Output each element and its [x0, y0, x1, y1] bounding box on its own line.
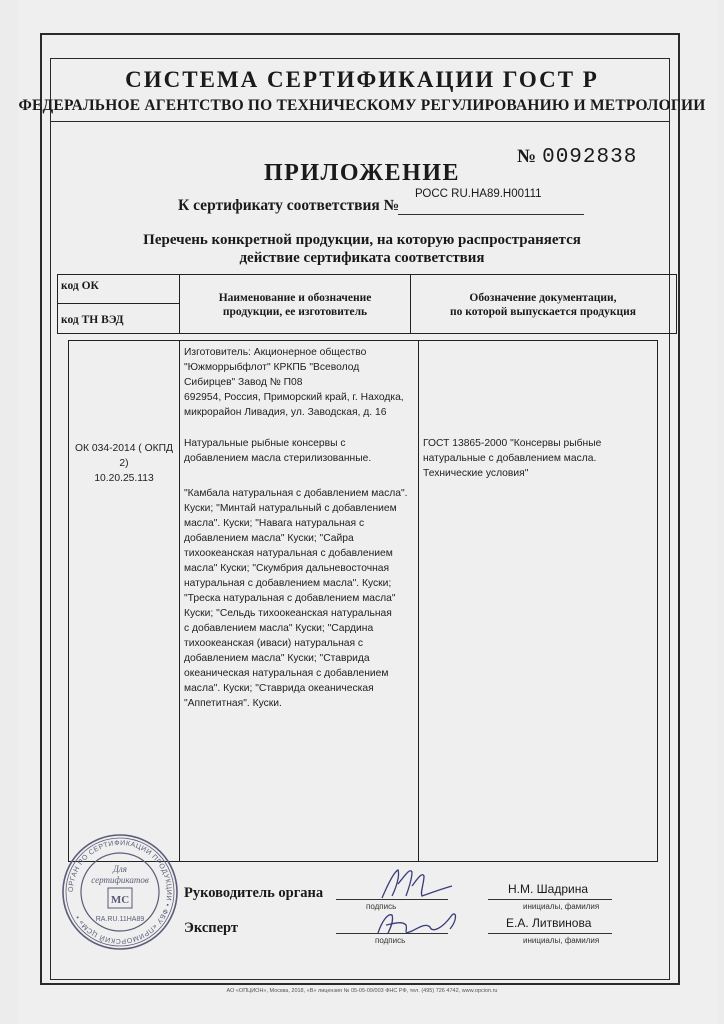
- expert-label: Эксперт: [184, 920, 239, 936]
- okpd-code: ОК 034-2014 ( ОКПД 2) 10.20.25.113: [75, 443, 173, 484]
- expert-name-line: [488, 933, 612, 934]
- table-header-bottom: [57, 333, 677, 334]
- certificate-underline: [398, 214, 584, 215]
- list-title-line2: действие сертификата соответствия: [239, 250, 485, 266]
- head-signature-caption: подпись: [366, 902, 397, 911]
- stamp-text-line1: Для: [113, 864, 127, 874]
- round-seal: [60, 832, 180, 952]
- table-body-right: [657, 340, 658, 862]
- table-left-border-head: [57, 274, 58, 334]
- table-body-col2: [418, 340, 419, 862]
- list-title: [0, 231, 724, 267]
- table-top-border: [57, 274, 677, 275]
- expert-signature: [372, 905, 462, 941]
- svg-text:ОРГАН ПО СЕРТИФИКАЦИИ ПРОДУКЦИ: ОРГАН ПО СЕРТИФИКАЦИИ ПРОДУКЦИИ • ФБУ «ПРИМОРСКИЙ ЦСМ» •: [67, 839, 173, 945]
- expert-signature-caption: подпись: [375, 936, 406, 945]
- head-name-caption: инициалы, фамилия: [523, 902, 600, 911]
- svg-text:МС: МС: [110, 894, 130, 906]
- head-label: Руководитель органа: [184, 885, 324, 901]
- col2-header: Наименование и обозначение продукции, ее изготовитель: [218, 292, 372, 318]
- manufacturer-block: Изготовитель: Акционерное общество "Южморрыбфлот" КРКПБ "Всеволод Сибирцев" Завод № П08 692954, Россия, Приморский край, г. Находка, микрорайон Ливадия, ул. Заводская, д. 16: [184, 347, 404, 418]
- table-body-col1: [179, 340, 180, 862]
- stamp-code: RA.RU.11HA89: [95, 916, 145, 923]
- certificate-label: К сертификату соответствия №: [178, 197, 400, 214]
- page-title: ПРИЛОЖЕНИЕ: [263, 160, 461, 186]
- head-name: Н.М. Шадрина: [508, 882, 589, 896]
- head-signature: [378, 864, 458, 904]
- list-title-line1: Перечень конкретной продукции, на которую распространяется: [143, 232, 581, 248]
- form-number-value: 0092838: [542, 146, 638, 169]
- stamp-text-line2: сертификатов: [91, 875, 149, 885]
- product-list: "Камбала натуральная с добавлением масла". Куски; "Минтай натуральный с добавлением масла". Куски; "Навага натуральная с добавлением масла" Куски; "Сайра тихоокеанская натуральная с добавлением масла" Куски; "Скумбрия дальневосточная натуральная с добавлением масла". Куски; "Треска натуральная с добавлением масла" Куски; "Сельдь тихоокеанская натуральная с добавлением масла" Куски; "Сардина тихоокеанская (иваси) натуральная с добавлением масла" Куски; "Ставрида океаническая натуральная с добавлением масла". Куски; "Ставрида океаническая "Аппетитная". Куски.: [184, 488, 408, 709]
- header-separator: [50, 121, 670, 122]
- certificate-number: РОСС RU.HA89.H00111: [415, 188, 542, 200]
- number-sign: №: [517, 146, 537, 167]
- kod-tnved-label: код ТН ВЭД: [61, 314, 124, 326]
- expert-name-caption: инициалы, фамилия: [523, 936, 600, 945]
- documentation-block: ГОСТ 13865-2000 "Консервы рыбные натуральные с добавлением масла. Технические условия": [423, 438, 602, 479]
- system-title: СИСТЕМА СЕРТИФИКАЦИИ ГОСТ Р: [125, 67, 599, 92]
- kod-ok-label: код ОК: [61, 280, 99, 292]
- expert-name: Е.А. Литвинова: [506, 916, 592, 930]
- print-footer: АО «ОПЦИОН», Москва, 2018, «В» лицензия № 05-05-09/003 ФНС РФ, тел. (495) 726 4742, www.opcion.ru: [226, 988, 498, 994]
- kod-separator: [57, 303, 179, 304]
- table-body-top: [68, 340, 658, 341]
- table-col1-divider-head: [179, 274, 180, 334]
- col3-header: Обозначение документации, по которой выпускается продукция: [450, 292, 636, 318]
- product-type: Натуральные рыбные консервы с добавлением масла стерилизованные.: [184, 438, 372, 464]
- agency-title: ФЕДЕРАЛЬНОЕ АГЕНТСТВО ПО ТЕХНИЧЕСКОМУ РЕГУЛИРОВАНИЮ И МЕТРОЛОГИИ: [18, 97, 706, 114]
- table-body-left: [68, 340, 69, 862]
- table-col2-divider-head: [410, 274, 411, 334]
- head-name-line: [488, 899, 612, 900]
- table-right-border-head: [676, 274, 677, 334]
